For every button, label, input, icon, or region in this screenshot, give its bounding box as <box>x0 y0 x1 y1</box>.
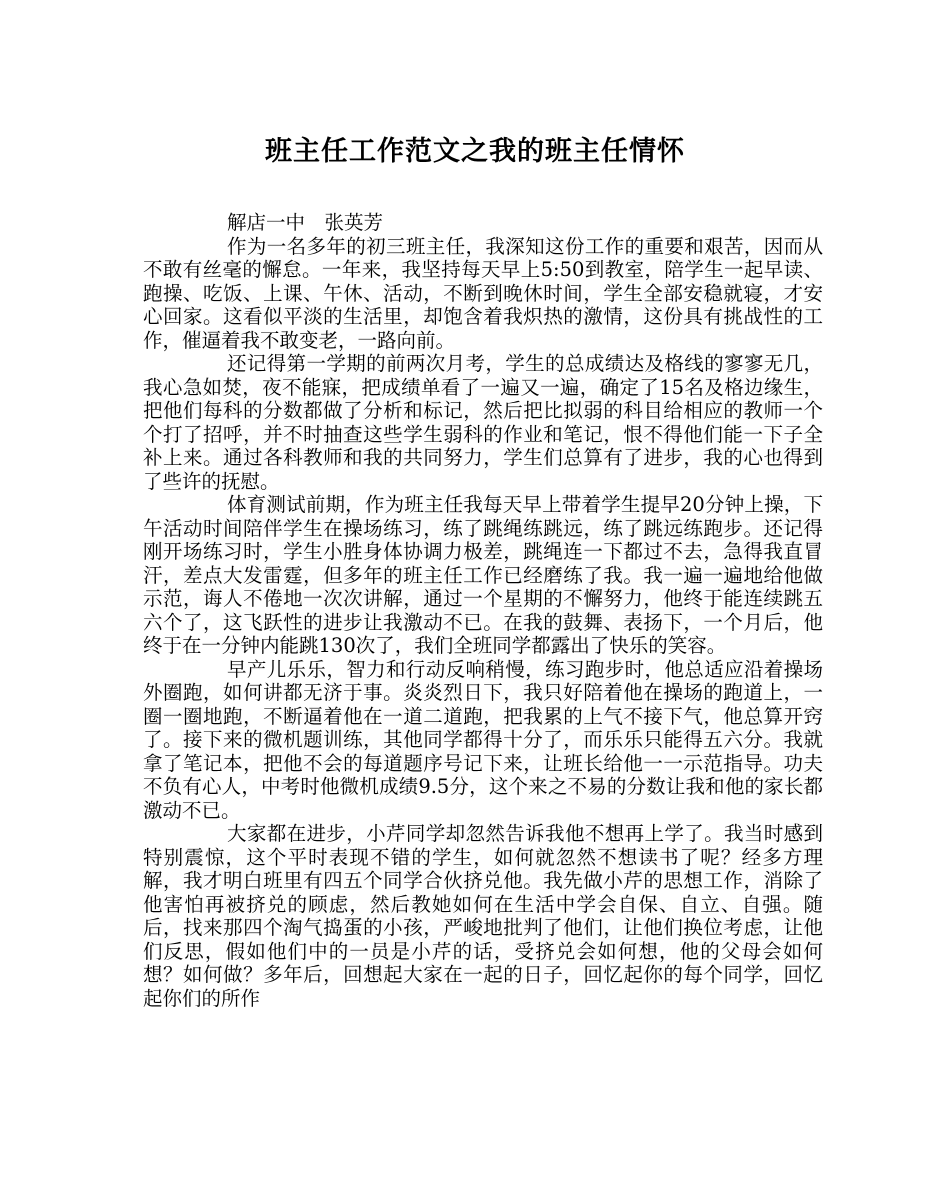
paragraph-4: 早产儿乐乐，智力和行动反响稍慢，练习跑步时，他总适应沿着操场外圈跑，如何讲都无济于事。炎炎烈日下，我只好陪着他在操场的跑道上，一圈一圈地跑，不断逼着他在一道二道跑，把我累的上气不接下气，他总算开窍了。接下来的微机题训练，其他同学都得十分了，而乐乐只能得五六分。我就拿了笔记本，把他不会的每道题序号记下来，让班长给他一一示范指导。功夫不负有心人，中考时他微机成绩9.5分，这个来之不易的分数让我和他的家长都激动不已。 <box>143 657 823 822</box>
paragraph-1: 作为一名多年的初三班主任，我深知这份工作的重要和艰苦，因而从不敢有丝毫的懈怠。一年来，我坚持每天早上5:50到教室，陪学生一起早读、跑操、吃饭、上课、午休、活动，不断到晚休时间，学生全部安稳就寝，才安心回家。这看似平淡的生活里，却饱含着我炽热的激情，这份具有挑战性的工作，催逼着我不敢变老，一路向前。 <box>143 234 823 352</box>
document-title: 班主任工作范文之我的班主任情怀 <box>265 136 685 167</box>
document-body <box>143 211 823 1010</box>
paragraph-5: 大家都在进步，小芹同学却忽然告诉我他不想再上学了。我当时感到特别震惊，这个平时表现不错的学生，如何就忽然不想读书了呢？经多方理解，我才明白班里有四五个同学合伙挤兑他。我先做小芹的思想工作，消除了他害怕再被挤兑的顾虑，然后教她如何在生活中学会自保、自立、自强。随后，找来那四个淘气捣蛋的小孩，严峻地批判了他们，让他们换位考虑，让他们反思，假如他们中的一员是小芹的话，受挤兑会如何想，他的父母会如何想？如何做？多年后，回想起大家在一起的日子，回忆起你的每个同学，回忆起你们的所作 <box>143 822 823 1010</box>
paragraph-3: 体育测试前期，作为班主任我每天早上带着学生提早20分钟上操，下午活动时间陪伴学生在操场练习，练了跳绳练跳远，练了跳远练跑步。还记得刚开场练习时，学生小胜身体协调力极差，跳绳连一下都过不去，急得我直冒汗，差点大发雷霆，但多年的班主任工作已经磨练了我。我一遍一遍地给他做示范，诲人不倦地一次次讲解，通过一个星期的不懈努力，他终于能连续跳五六个了，这飞跃性的进步让我激动不已。在我的鼓舞、表扬下，一个月后，他终于在一分钟内能跳130次了，我们全班同学都露出了快乐的笑容。 <box>143 493 823 657</box>
paragraph-2: 还记得第一学期的前两次月考，学生的总成绩达及格线的寥寥无几，我心急如焚，夜不能寐，把成绩单看了一遍又一遍，确定了15名及格边缘生，把他们每科的分数都做了分析和标记，然后把比拟弱的科目给相应的教师一个个打了招呼，并不时抽查这些学生弱科的作业和笔记，恨不得他们能一下子全补上来。通过各科教师和我的共同努力，学生们总算有了进步，我的心也得到了些许的抚慰。 <box>143 352 823 493</box>
author-line: 解店一中 张英芳 <box>227 211 384 234</box>
